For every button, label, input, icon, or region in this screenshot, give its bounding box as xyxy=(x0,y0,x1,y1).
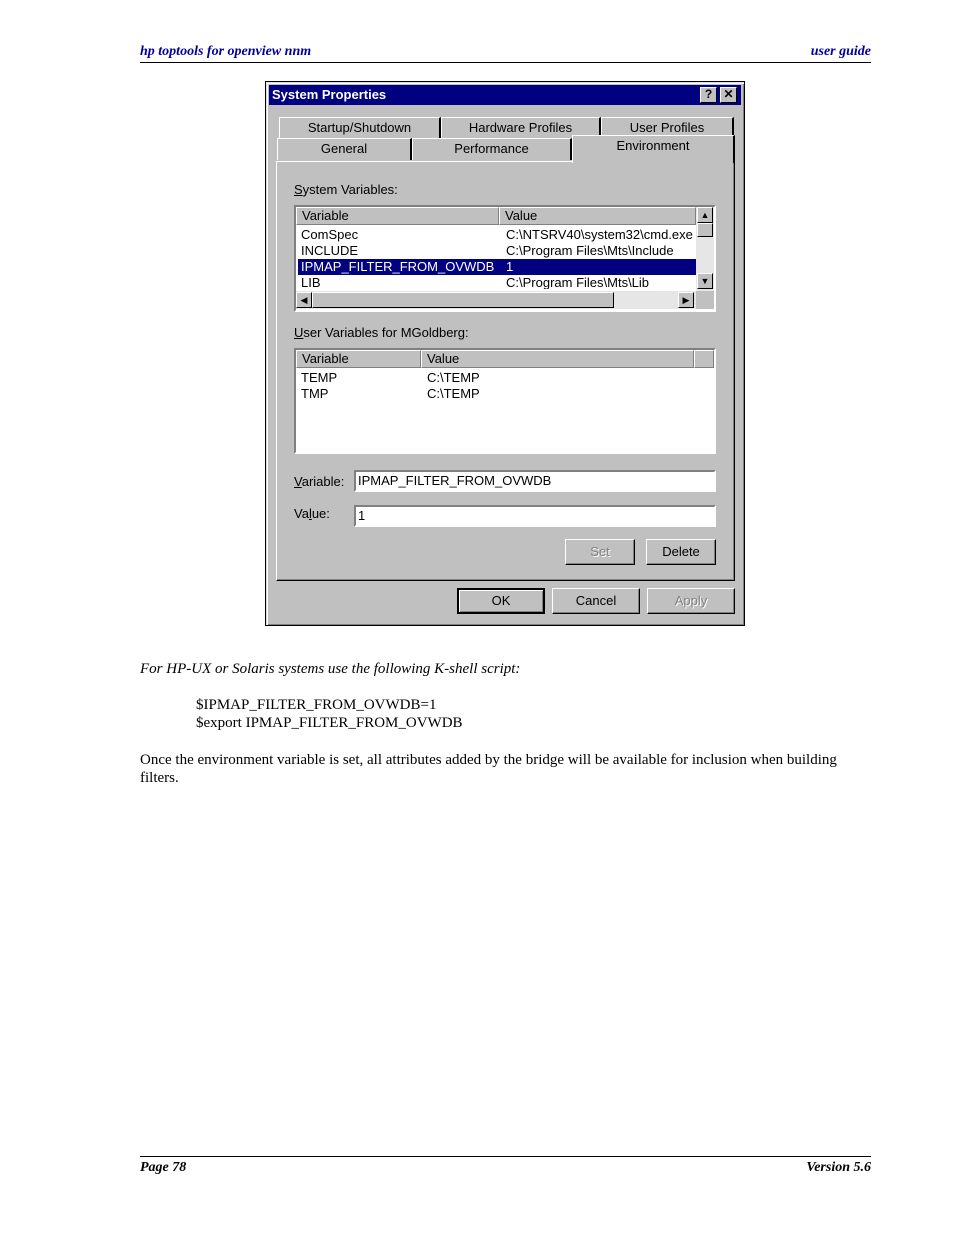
tab-general[interactable]: General xyxy=(277,138,412,160)
scroll-up-icon[interactable]: ▲ xyxy=(697,207,713,223)
delete-button[interactable]: Delete xyxy=(646,539,716,565)
scroll-left-icon[interactable]: ◀ xyxy=(296,292,312,308)
set-button[interactable]: Set xyxy=(565,539,635,565)
version: Version 5.6 xyxy=(806,1160,871,1175)
list-item-selected[interactable]: IPMAP_FILTER_FROM_OVWDB 1 xyxy=(298,259,696,275)
scroll-corner xyxy=(696,291,714,309)
column-header-value[interactable]: Value xyxy=(499,207,696,225)
apply-button[interactable]: Apply xyxy=(647,588,735,614)
scroll-down-icon[interactable]: ▼ xyxy=(697,273,713,289)
system-properties-dialog xyxy=(265,81,745,626)
cancel-button[interactable]: Cancel xyxy=(552,588,640,614)
list-item[interactable]: ComSpec C:\NTSRV40\system32\cmd.exe xyxy=(301,227,693,242)
h-scroll-thumb[interactable] xyxy=(312,292,614,308)
list-item[interactable]: INCLUDE C:\Program Files\Mts\Include xyxy=(301,243,674,258)
page-number: Page 78 xyxy=(140,1160,187,1175)
system-variables-list[interactable] xyxy=(294,205,716,312)
dialog-title: System Properties xyxy=(272,87,387,102)
user-variables-label: User Variables for MGoldberg: xyxy=(294,325,469,340)
intro-text: For HP-UX or Solaris systems use the following K-shell script: xyxy=(140,661,521,677)
tab-user-profiles[interactable]: User Profiles xyxy=(601,117,734,139)
list-item[interactable]: TEMP C:\TEMP xyxy=(301,370,480,385)
variable-input[interactable]: IPMAP_FILTER_FROM_OVWDB xyxy=(354,470,716,492)
body-paragraph: Once the environment variable is set, all attributes added by the bridge will be available for inclusion when building filters. xyxy=(140,752,837,786)
list-item[interactable]: LIB C:\Program Files\Mts\Lib xyxy=(301,275,650,289)
tab-performance[interactable]: Performance xyxy=(412,138,572,160)
variable-label: Variable: xyxy=(294,474,345,489)
tab-startup-shutdown[interactable]: Startup/Shutdown xyxy=(279,117,441,139)
ok-button[interactable]: OK xyxy=(457,588,545,614)
user-variables-list[interactable] xyxy=(294,348,716,454)
value-input[interactable]: 1 xyxy=(354,505,716,527)
page-header xyxy=(140,43,871,63)
title-bar[interactable] xyxy=(269,85,741,105)
column-header-variable[interactable]: Variable xyxy=(296,207,499,225)
help-button[interactable]: ? xyxy=(700,87,717,103)
code-line-2: $export IPMAP_FILTER_FROM_OVWDB xyxy=(196,715,463,731)
close-icon[interactable]: ✕ xyxy=(720,87,737,103)
scroll-right-icon[interactable]: ▶ xyxy=(678,292,694,308)
column-header-value[interactable]: Value xyxy=(421,350,694,368)
tab-environment[interactable]: Environment xyxy=(572,135,735,163)
tab-hardware-profiles[interactable]: Hardware Profiles xyxy=(441,117,601,139)
value-label: Value: xyxy=(294,506,330,521)
list-item[interactable]: TMP C:\TEMP xyxy=(301,386,480,401)
code-line-1: $IPMAP_FILTER_FROM_OVWDB=1 xyxy=(196,697,437,713)
page-footer xyxy=(140,1156,871,1178)
header-left: hp toptools for openview nnm xyxy=(140,44,312,59)
column-header-variable[interactable]: Variable xyxy=(296,350,421,368)
header-right: user guide xyxy=(810,44,871,59)
column-header-spacer xyxy=(694,350,714,368)
scroll-thumb[interactable] xyxy=(697,223,713,237)
system-variables-label: System Variables: xyxy=(294,182,398,197)
